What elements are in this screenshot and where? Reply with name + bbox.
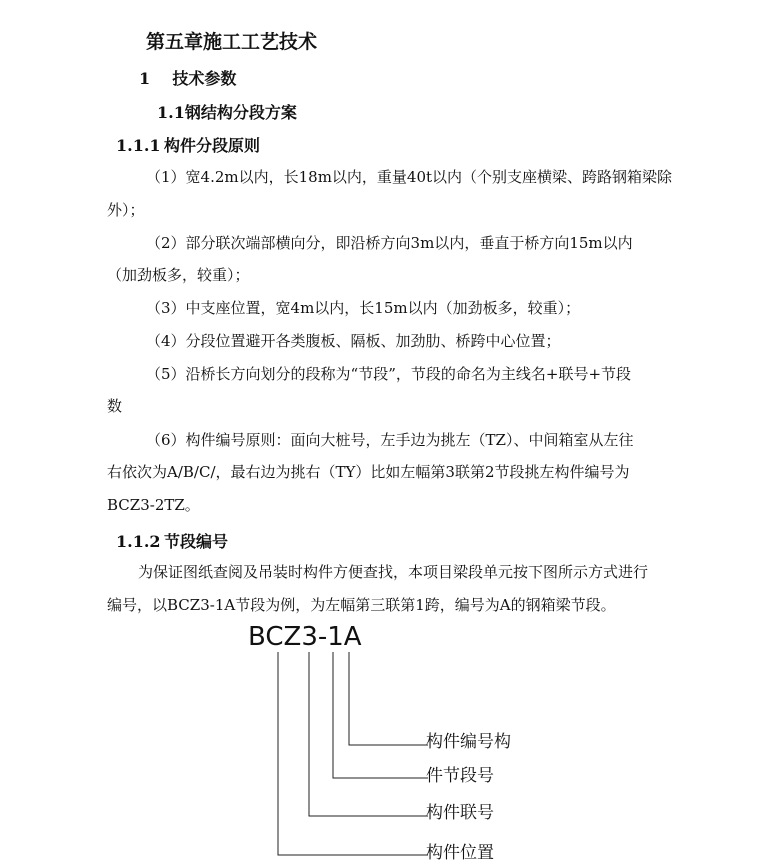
rule-6-line-1: （6）构件编号原则：面向大桩号，左手边为挑左（TZ）、中间箱室从左往 [146,431,634,449]
diagram-label-segment-number: 件节段号 [426,766,494,786]
connector-line-component-number [349,652,428,745]
rule-1-line-2: 外）； [107,201,145,219]
rule-6-line-2: 右依次为A/B/C/，最右边为挑右（TY）比如左幅第3联第2节段挑左构件编号为 [107,463,630,481]
section-heading-1-1: 1.1钢结构分段方案 [157,103,297,122]
numbering-para-line-2: 编号，以BCZ3-1A节段为例，为左幅第三联第1跨，编号为A的钢箱梁节段。 [107,596,616,614]
section-title: 技术参数 [172,69,237,88]
rule-4-line-1: （4）分段位置避开各类腹板、隔板、加劲肋、桥跨中心位置； [146,332,561,350]
section-title: 构件分段原则 [164,136,261,155]
connector-line-unit-number [309,652,428,816]
section-number: 1 [139,69,151,88]
section-number: 1.1.2 [116,532,161,551]
diagram-label-position: 构件位置 [426,843,494,863]
diagram-label-unit-number: 构件联号 [426,803,494,823]
connector-line-segment-number [333,652,428,778]
connector-line-position [278,652,428,855]
diagram-label-component-number: 构件编号构 [426,732,511,752]
chapter-title: 第五章施工工艺技术 [146,31,318,53]
section-number: 1.1.1 [116,136,161,155]
numbering-para-line-1: 为保证图纸查阅及吊装时构件方便查找，本项目梁段单元按下图所示方式进行 [138,563,649,581]
rule-1-line-1: （1）宽4.2m以内，长18m以内，重量40t以内（个别支座横梁、跨路钢箱梁除 [146,168,673,186]
rule-5-line-2: 数 [107,397,123,415]
diagram-code: BCZ3-1A [248,622,362,652]
section-title: 节段编号 [164,532,229,551]
rule-2-line-2: （加劲板多，较重）； [107,266,250,284]
rule-5-line-1: （5）沿桥长方向划分的段称为“节段”，节段的命名为主线名+联号+节段 [146,365,632,383]
rule-2-line-1: （2）部分联次端部横向分，即沿桥方向3m以内，垂直于桥方向15m以内 [146,234,633,252]
rule-6-line-3: BCZ3-2TZ。 [107,496,200,514]
rule-3-line-1: （3）中支座位置，宽4m以内，长15m以内（加劲板多，较重）； [146,299,581,317]
